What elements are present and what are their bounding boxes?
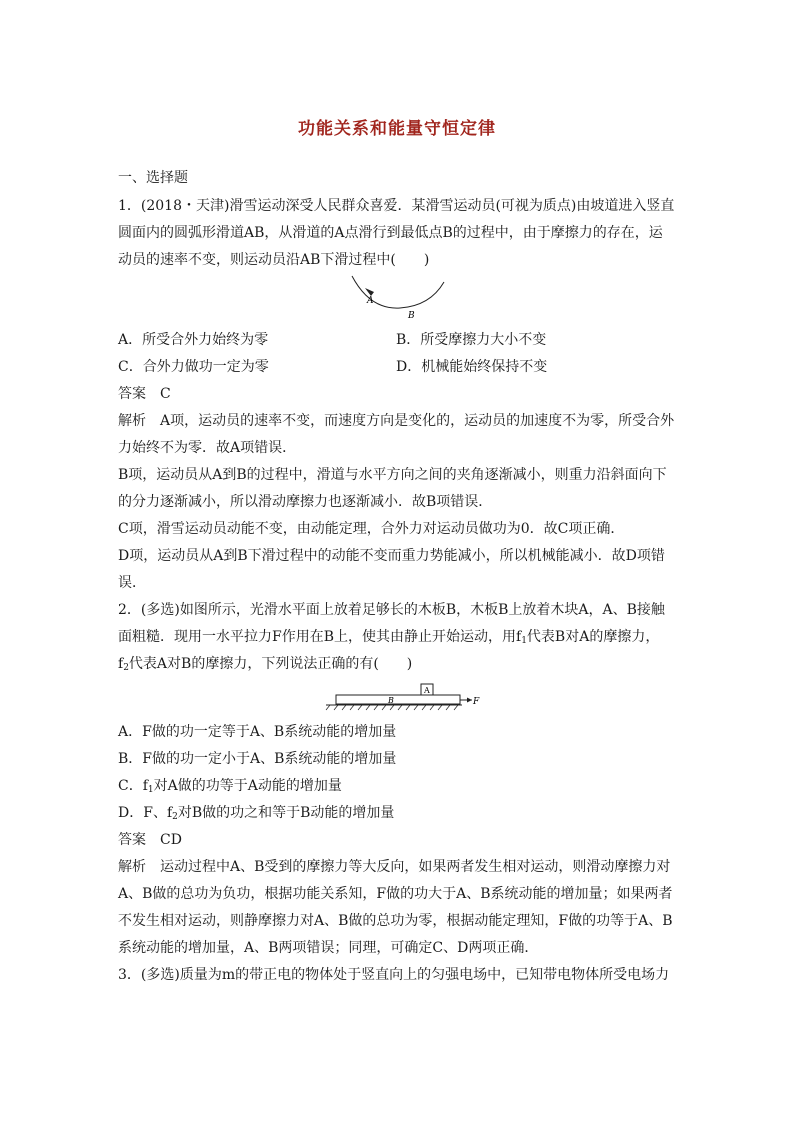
q1-answer-row [118, 384, 171, 404]
q2-answer-row [118, 830, 182, 850]
q1-stem-line-3: 动员的速率不变，则运动员沿AB下滑过程中( ) [118, 252, 430, 268]
answer-label: 答案 [118, 386, 146, 402]
point-a-label: A [367, 296, 374, 306]
q3-stem-line-1: 3．(多选)质量为m的带正电的物体处于竖直向上的匀强电场中，已知带电物体所受电场力 [118, 967, 670, 983]
q1-analysis-line-2: 力始终不为零．故A项错误． [118, 440, 297, 456]
q1-stem-line-1: 1．(2018・天津)滑雪运动深受人民群众喜爱．某滑雪运动员(可视为质点)由坡道进入竖直 [118, 198, 675, 214]
q1-stem-line-2: 圆面内的圆弧形滑道AB，从滑道的A点滑行到最低点B的过程中，由于摩擦力的存在，运 [118, 225, 663, 241]
board-b-label: B [388, 696, 394, 705]
answer-label: 答案 [118, 832, 146, 848]
page-title: 功能关系和能量守恒定律 [298, 119, 496, 139]
q2-block-board-figure [322, 681, 482, 715]
q1-option-d: D．机械能始终保持不变 [396, 359, 548, 375]
q2-option-b: B．F做的功一定小于A、B系统动能的增加量 [118, 751, 397, 767]
board-b [336, 695, 460, 704]
q2-option-d: D．F、$f_2$对B做的功之和等于B动能的增加量 [118, 805, 395, 822]
q1-analysis-line-1: 解析 A项，运动员的速率不变，而速度方向是变化的，运动员的加速度不为零，所受合外 [118, 413, 675, 429]
q1-analysis-line-7: 误． [118, 575, 146, 591]
q2-option-c: C．$f_1$对A做的功等于A动能的增加量 [118, 778, 342, 795]
arc-track [352, 276, 444, 308]
q2-analysis-line-1: 解析 运动过程中A、B受到的摩擦力等大反向，如果两者发生相对运动，则滑动摩擦力对 [118, 859, 671, 875]
analysis-label: 解析 [118, 859, 146, 875]
ground-hatching [326, 705, 458, 710]
q1-answer-value: C [160, 386, 171, 402]
q1-arc-track-figure [340, 270, 460, 322]
q2-stem-line-3: $f_2$代表A对B的摩擦力，下列说法正确的有( ) [118, 656, 413, 673]
q2-analysis-line-4: 系统动能的增加量，A、B两项错误；同理，可确定C、D两项正确． [118, 940, 539, 956]
q2-stem-line-1: 2．(多选)如图所示，光滑水平面上放着足够长的木板B，木板B上放着木块A，A、B接触 [118, 602, 665, 618]
force-f-label: F [473, 697, 480, 707]
q2-stem-line-2: 面粗糙．现用一水平拉力F作用在B上，使其由静止开始运动，用$f_1$代表B对A的摩擦力， [118, 629, 660, 646]
q2-answer-value: CD [160, 832, 182, 848]
q2-analysis-line-2: A、B做的总功为负功，根据功能关系知，F做的功大于A、B系统动能的增加量；如果两者 [118, 886, 673, 902]
point-b-label: B [408, 311, 415, 321]
block-a-label: A [424, 686, 430, 695]
q1-analysis-line-3: B项，运动员从A到B的过程中，滑道与水平方向之间的夹角逐渐减小，则重力沿斜面向下 [118, 467, 667, 483]
q2-analysis-line-3: 不发生相对运动，则静摩擦力对A、B做的总功为零，根据动能定理知，F做的功等于A、B [118, 913, 673, 929]
analysis-label: 解析 [118, 413, 146, 429]
q1-option-a: A．所受合外力始终为零 [118, 332, 269, 348]
section-heading: 一、选择题 [118, 170, 188, 186]
q1-analysis-line-5: C项，滑雪运动员动能不变，由动能定理，合外力对运动员做功为0．故C项正确． [118, 521, 625, 537]
q1-option-c: C．合外力做功一定为零 [118, 359, 269, 375]
skier-marker [365, 288, 374, 296]
q2-option-a: A．F做的功一定等于A、B系统动能的增加量 [118, 724, 397, 740]
q1-analysis-line-6: D项，运动员从A到B下滑过程中的动能不变而重力势能减小，所以机械能减小．故D项错 [118, 548, 665, 564]
q1-analysis-line-4: 的分力逐渐减小，所以滑动摩擦力也逐渐减小．故B项错误． [118, 494, 493, 510]
force-arrow-head [467, 698, 472, 703]
q1-option-b: B．所受摩擦力大小不变 [396, 332, 547, 348]
